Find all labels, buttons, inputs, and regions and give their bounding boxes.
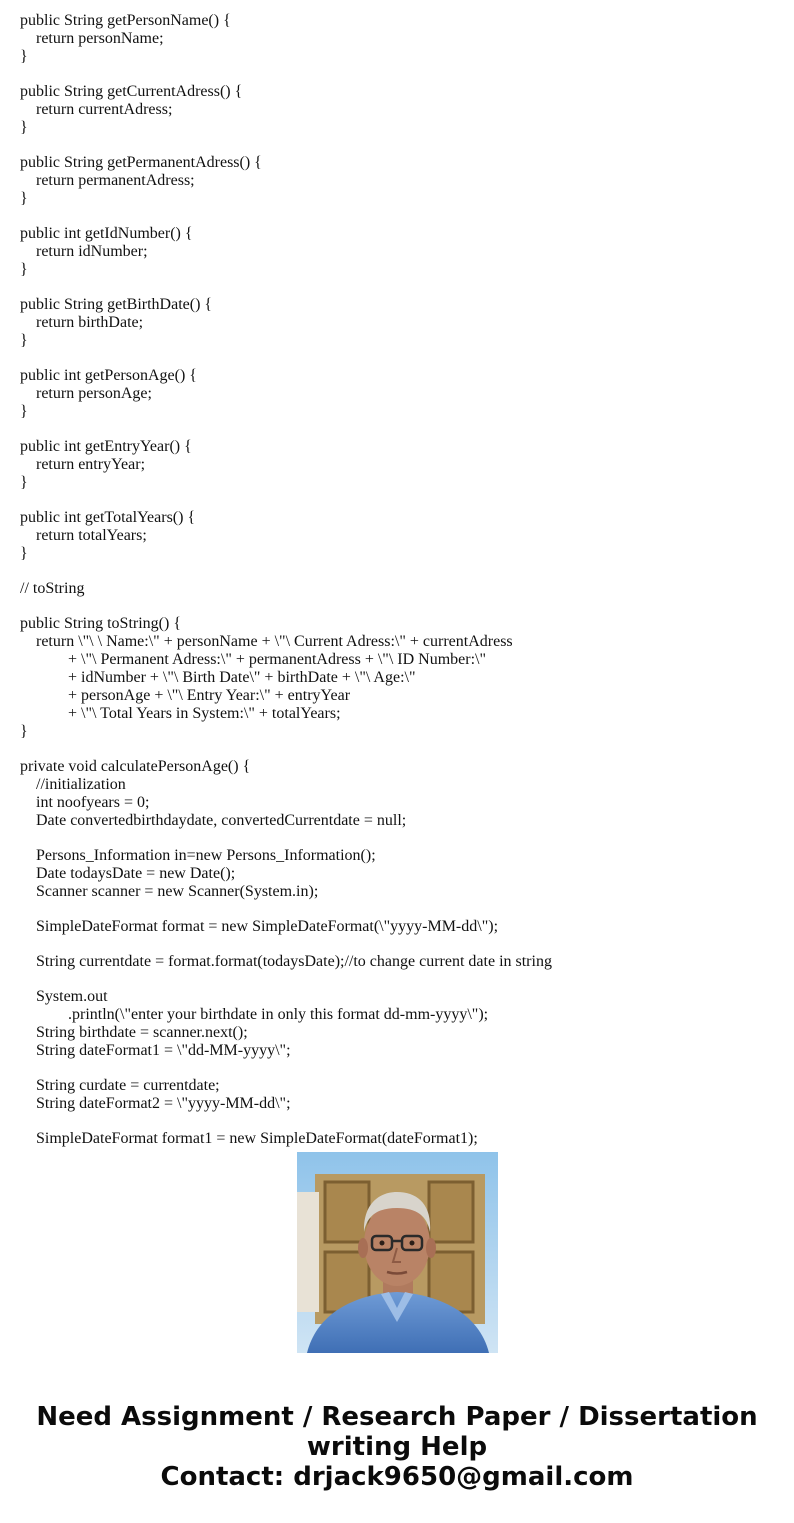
code-line: //initialization: [20, 776, 126, 793]
code-line: [20, 421, 780, 438]
code-line: }: [20, 474, 28, 491]
code-line: + \"\ Permanent Adress:\" + permanentAdress + \"\ ID Number:\": [20, 651, 487, 668]
code-line: [20, 830, 780, 847]
code-line: public String getCurrentAdress() {: [20, 83, 243, 100]
author-avatar: [297, 1152, 498, 1353]
code-line: SimpleDateFormat format = new SimpleDateFormat(\"yyyy-MM-dd\");: [20, 918, 499, 935]
code-line: [20, 971, 780, 988]
code-line: SimpleDateFormat format1 = new SimpleDateFormat(dateFormat1);: [20, 1130, 478, 1147]
code-line: [20, 66, 780, 83]
code-line: String birthdate = scanner.next();: [20, 1024, 248, 1041]
code-line: public int getEntryYear() {: [20, 438, 192, 455]
code-line: public String getPersonName() {: [20, 12, 231, 29]
code-line: public int getTotalYears() {: [20, 509, 196, 526]
code-line: [20, 563, 780, 580]
code-line: return personName;: [20, 30, 164, 47]
code-line: .println(\"enter your birthdate in only this format dd-mm-yyyy\");: [20, 1006, 489, 1023]
code-line: [20, 741, 780, 758]
code-line: return totalYears;: [20, 527, 147, 544]
banner-contact-email[interactable]: Contact: drjack9650@gmail.com: [160, 1462, 634, 1492]
banner-line-2: writing Help: [306, 1432, 488, 1462]
code-line: [20, 208, 780, 225]
code-line: String currentdate = format.format(todaysDate);//to change current date in string: [20, 953, 552, 970]
code-line: return permanentAdress;: [20, 172, 195, 189]
code-line: Scanner scanner = new Scanner(System.in);: [20, 883, 319, 900]
code-line: String curdate = currentdate;: [20, 1077, 220, 1094]
code-line: }: [20, 723, 28, 740]
code-line: private void calculatePersonAge() {: [20, 758, 251, 775]
code-line: return idNumber;: [20, 243, 148, 260]
code-line: // toString: [20, 580, 85, 597]
code-line: int noofyears = 0;: [20, 794, 150, 811]
code-line: public int getIdNumber() {: [20, 225, 193, 242]
code-line: return \"\ \ Name:\" + personName + \"\ Current Adress:\" + currentAdress: [20, 633, 513, 650]
code-line: [20, 1113, 780, 1130]
code-line: [20, 598, 780, 615]
contact-banner: [0, 1402, 794, 1492]
code-line: + personAge + \"\ Entry Year:\" + entryYear: [20, 687, 351, 704]
code-line: return personAge;: [20, 385, 152, 402]
code-line: [20, 279, 780, 296]
code-line: public int getPersonAge() {: [20, 367, 197, 384]
code-line: return birthDate;: [20, 314, 144, 331]
code-line: }: [20, 332, 28, 349]
code-line: [20, 936, 780, 953]
code-line: public String getBirthDate() {: [20, 296, 213, 313]
code-line: System.out: [20, 988, 108, 1005]
banner-line-1: Need Assignment / Research Paper / Dissertation: [36, 1402, 758, 1432]
code-line: return entryYear;: [20, 456, 146, 473]
code-listing: [20, 12, 780, 1147]
code-line: }: [20, 119, 28, 136]
code-line: [20, 1060, 780, 1077]
code-line: [20, 492, 780, 509]
code-line: + idNumber + \"\ Birth Date\" + birthDate + \"\ Age:\": [20, 669, 416, 686]
code-line: [20, 350, 780, 367]
code-line: public String getPermanentAdress() {: [20, 154, 262, 171]
code-line: Persons_Information in=new Persons_Information();: [20, 847, 376, 864]
code-line: public String toString() {: [20, 615, 182, 632]
code-line: + \"\ Total Years in System:\" + totalYears;: [20, 705, 341, 722]
code-line: }: [20, 190, 28, 207]
code-line: Date todaysDate = new Date();: [20, 865, 236, 882]
avatar-portrait-image: [297, 1152, 498, 1353]
code-line: return currentAdress;: [20, 101, 173, 118]
code-line: [20, 137, 780, 154]
code-line: Date convertedbirthdaydate, convertedCurrentdate = null;: [20, 812, 407, 829]
code-line: [20, 901, 780, 918]
code-line: }: [20, 403, 28, 420]
code-line: String dateFormat1 = \"dd-MM-yyyy\";: [20, 1042, 291, 1059]
code-line: }: [20, 545, 28, 562]
code-line: }: [20, 261, 28, 278]
code-line: String dateFormat2 = \"yyyy-MM-dd\";: [20, 1095, 291, 1112]
code-line: }: [20, 48, 28, 65]
